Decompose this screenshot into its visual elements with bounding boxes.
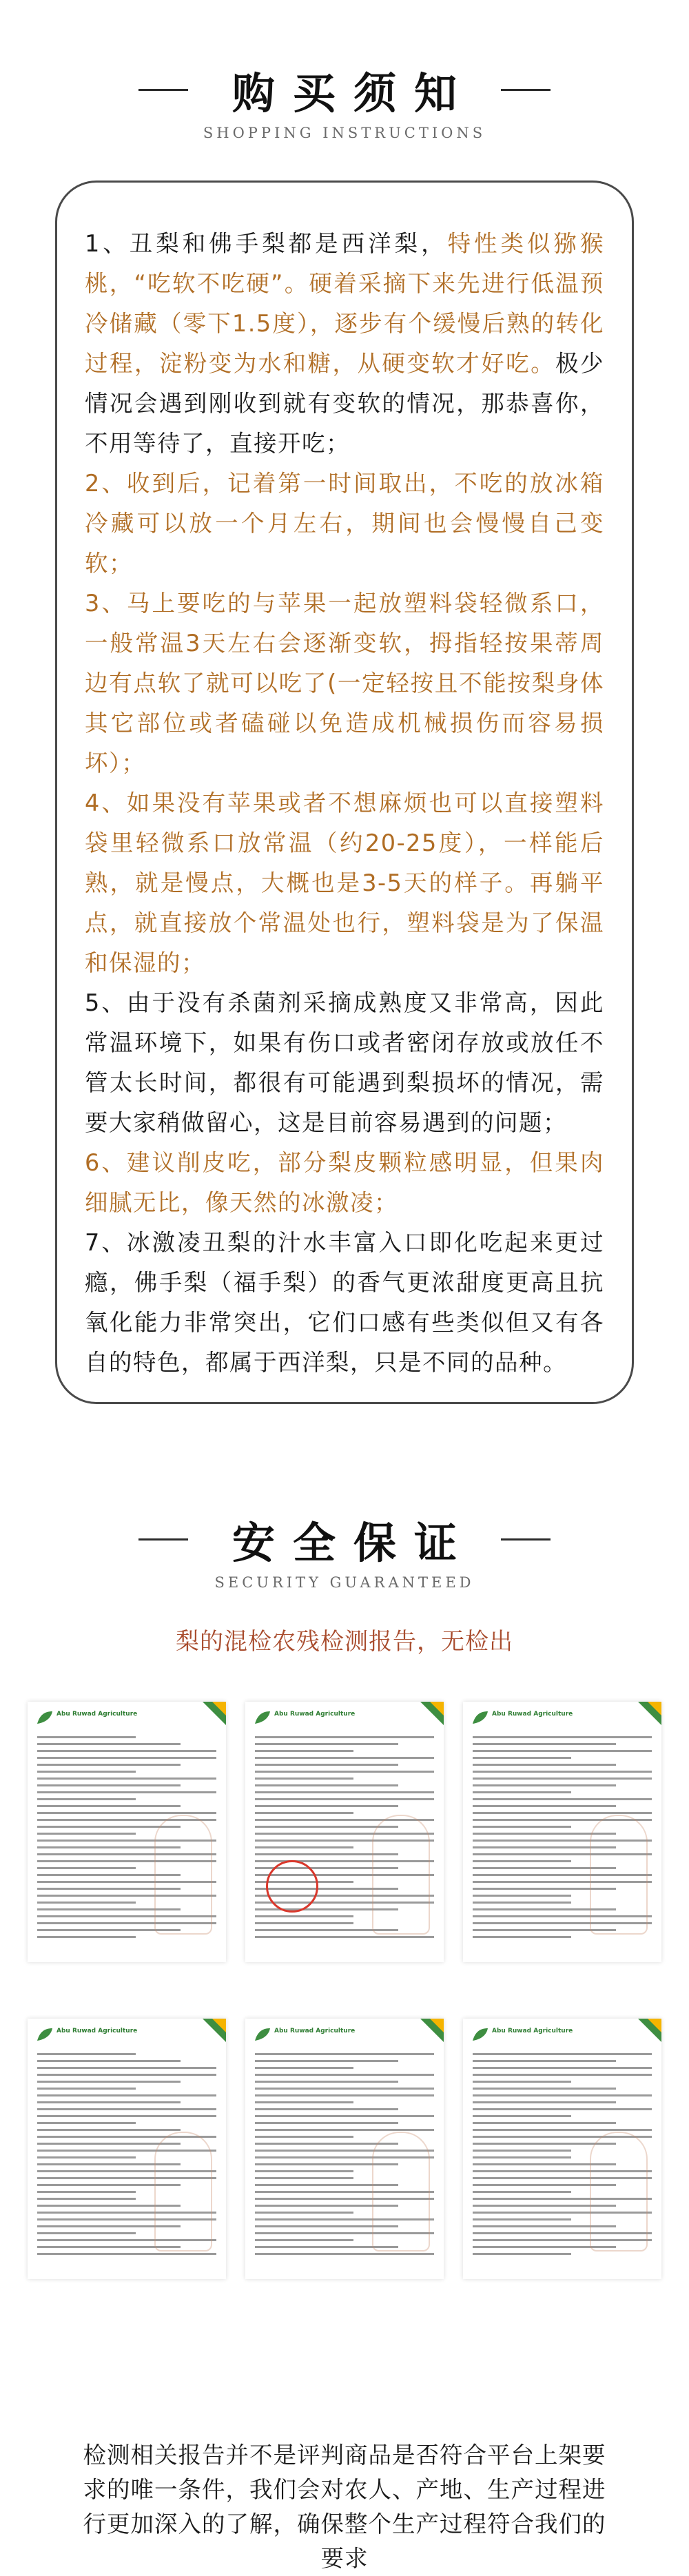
note-item: 4、如果没有苹果或者不想麻烦也可以直接塑料袋里轻微系口放常温（约20-25度），一样能后熟，就是慢点，大概也是3-5天的样子。再躺平点，就直接放个常温处也行，塑料袋是为了保温和保湿的； [85,790,604,976]
note-item: 3、马上要吃的与苹果一起放塑料袋轻微系口，一般常温3天左右会逐渐变软，拇指轻按果蒂周边有点软了就可以吃了(一定轻按且不能按梨身体其它部位或者磕碰以免造成机械损伤而容易损坏）； [85,590,604,776]
left-divider-line [138,1538,188,1541]
corner-decoration [648,1702,661,1715]
footer-note: 检测相关报告并不是评判商品是否符合平台上架要求的唯一条件，我们会对农人、产地、生产过程进行更加深入的了解，确保整个生产过程符合我们的要求 [83,2442,606,2572]
leaf-logo-icon [36,1710,54,1725]
section-subtitle: SHOPPING INSTRUCTIONS [203,125,486,141]
watermark-icon [372,1815,430,1935]
report-brand: Abu Ruwad Agriculture [56,2028,138,2034]
section-title: 购买须知 [232,68,475,119]
left-divider-line [138,89,188,91]
report-brand: Abu Ruwad Agriculture [56,1711,138,1718]
report-caption: 梨的混检农残检测报告，无检出 [176,1628,513,1656]
test-report-thumbnail[interactable] [28,2019,226,2279]
test-report-thumbnail[interactable] [245,2019,444,2279]
corner-decoration [430,2019,444,2032]
note-item: 1、丑梨和佛手梨都是西洋梨，特性类似猕猴桃，“吃软不吃硬”。硬着采摘下来先进行低温预冷储藏（零下1.5度），逐步有个缓慢后熟的转化过程，淀粉变为水和糖，从硬变软才好吃。极少情况会遇到刚收到就有变软的情况，那恭喜你，不用等待了，直接开吃； [85,230,605,457]
report-brand: Abu Ruwad Agriculture [492,2028,573,2034]
watermark-icon [590,2132,648,2252]
note-item: 2、收到后，记着第一时间取出，不吃的放冰箱冷藏可以放一个月左右，期间也会慢慢自己变软； [85,470,604,577]
report-brand: Abu Ruwad Agriculture [492,1711,573,1718]
test-report-thumbnail[interactable] [28,1702,226,1962]
watermark-icon [590,1815,648,1935]
note-item: 6、建议削皮吃，部分梨皮颗粒感明显，但果肉细腻无比，像天然的冰激凌； [85,1149,604,1216]
watermark-icon [372,2132,430,2252]
leaf-logo-icon [471,2027,489,2042]
watermark-icon [154,1815,212,1935]
test-report-thumbnail[interactable] [463,1702,661,1962]
corner-decoration [212,2019,226,2032]
instructions-text [85,224,604,1383]
security-guaranteed-header [0,1509,689,1591]
corner-decoration [212,1702,226,1715]
right-divider-line [501,89,551,91]
test-report-thumbnail[interactable] [245,1702,444,1962]
corner-decoration [648,2019,661,2032]
report-brand: Abu Ruwad Agriculture [274,2028,356,2034]
shopping-instructions-header [0,59,689,141]
leaf-logo-icon [471,1710,489,1725]
leaf-logo-icon [254,1710,271,1725]
corner-decoration [430,1702,444,1715]
instructions-box [55,181,634,1404]
note-item: 5、由于没有杀菌剂采摘成熟度又非常高，因此常温环境下，如果有伤口或者密闭存放或放任不管太长时间，都很有可能遇到梨损坏的情况，需要大家稍做留心，这是目前容易遇到的问题； [85,989,604,1136]
report-brand: Abu Ruwad Agriculture [274,1711,356,1718]
leaf-logo-icon [254,2027,271,2042]
section-subtitle: SECURITY GUARANTEED [214,1574,475,1591]
section-title: 安全保证 [232,1518,475,1568]
watermark-icon [154,2132,212,2252]
test-report-thumbnail[interactable] [463,2019,661,2279]
leaf-logo-icon [36,2027,54,2042]
right-divider-line [501,1538,551,1541]
note-item: 7、冰激凌丑梨的汁水丰富入口即化吃起来更过瘾，佛手梨（福手梨）的香气更浓甜度更高且抗氧化能力非常突出，它们口感有些类似但又有各自的特色，都属于西洋梨，只是不同的品种。 [85,1229,604,1376]
seal-stamp-icon [266,1860,318,1913]
